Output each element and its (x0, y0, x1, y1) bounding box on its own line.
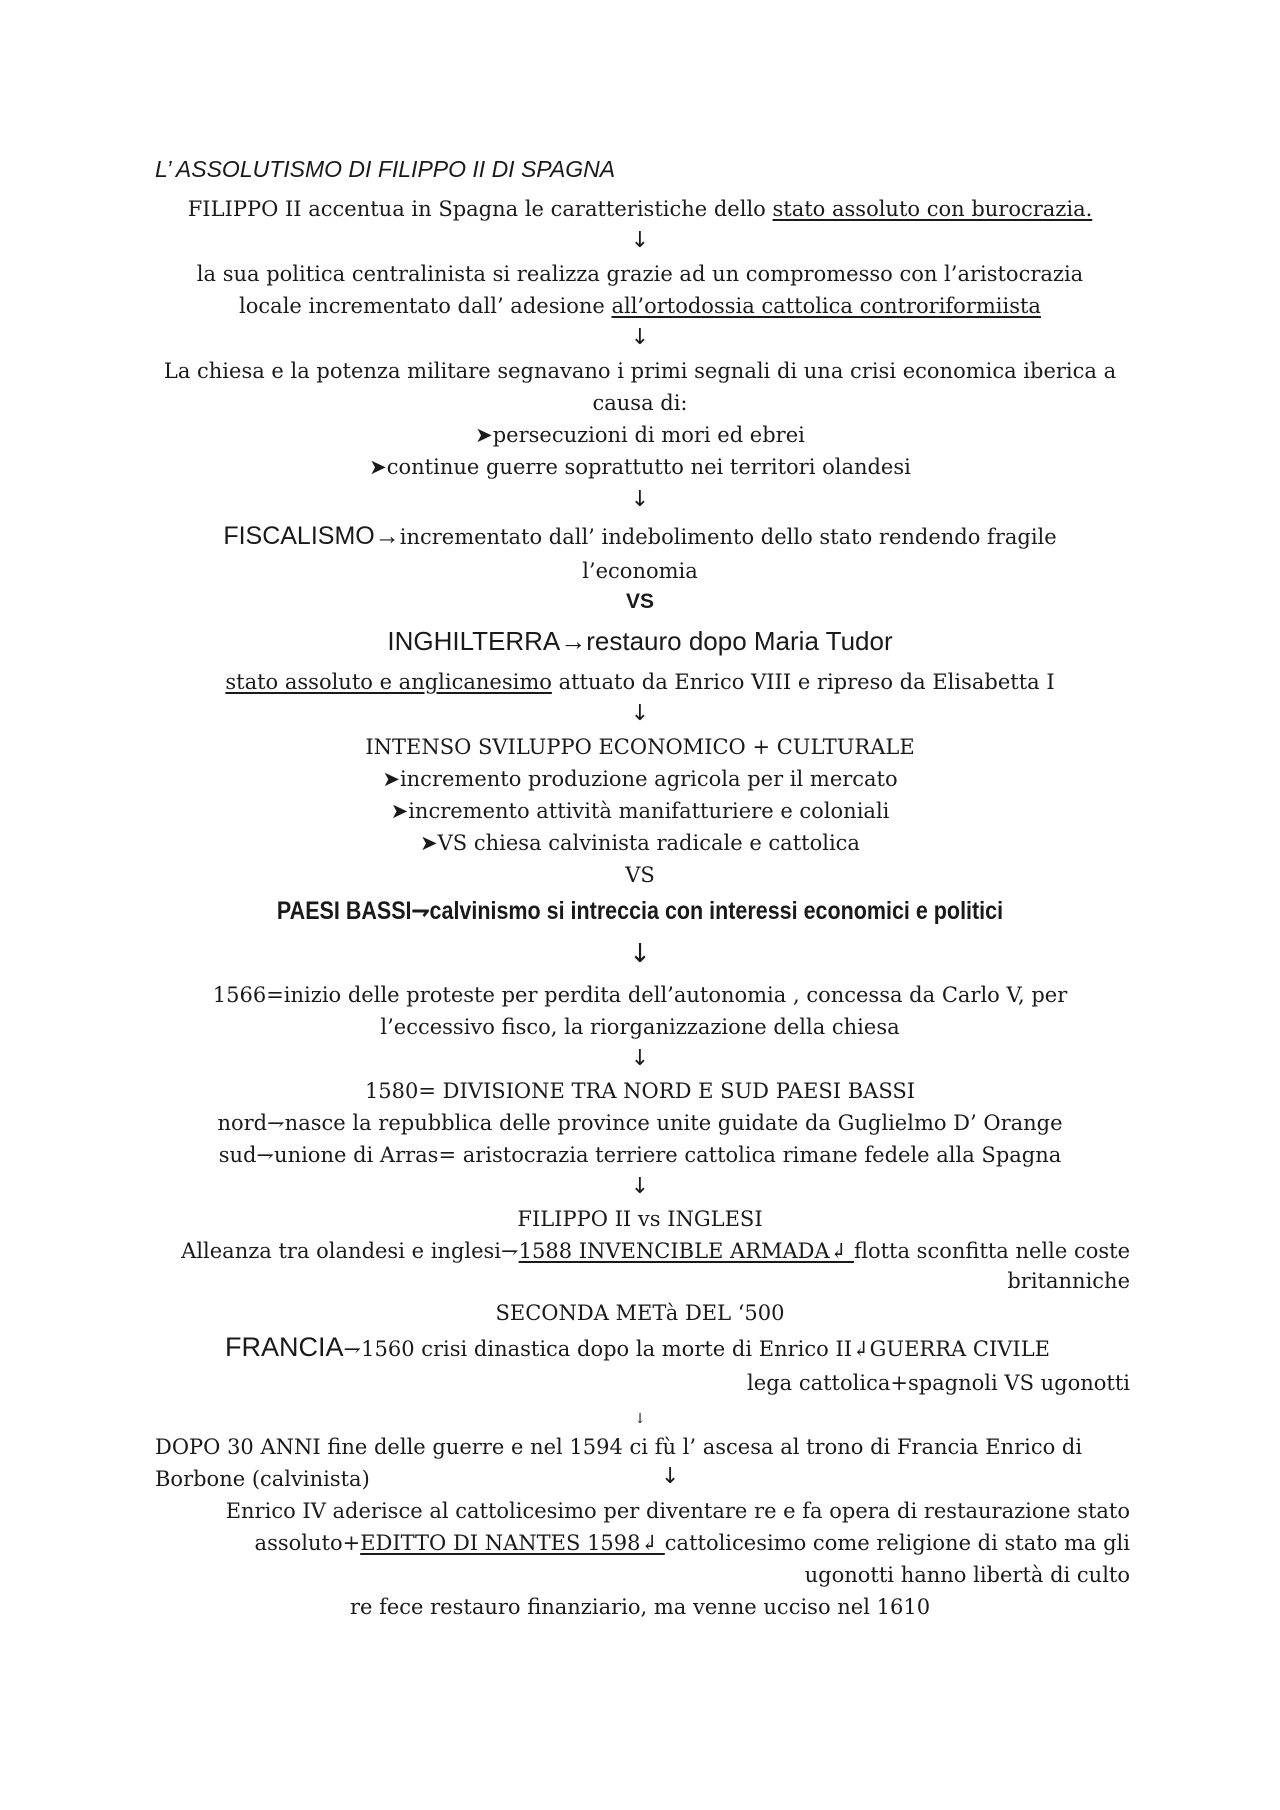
text-line: lega cattolica+spagnoli VS ugonotti (747, 1371, 1130, 1395)
page-title: L’ ASSOLUTISMO DI FILIPPO II DI SPAGNA (155, 156, 616, 182)
text-line: britanniche (1007, 1269, 1130, 1293)
down-arrow-icon: ↓ (630, 1174, 650, 1199)
section-heading-fiscalismo: FISCALISMO→incrementato dall’ indebolimento dello stato rendendo fragile (223, 522, 1057, 550)
down-arrow-icon: ↓ (630, 487, 650, 512)
section-heading-francia: FRANCIA⇁1560 crisi dinastica dopo la morte di Enrico II↲GUERRA CIVILE (225, 1332, 1050, 1362)
text-line: assoluto+EDITTO DI NANTES 1598↲ cattolicesimo come religione di stato ma gli (254, 1531, 1130, 1555)
vs-label: VS (625, 863, 655, 887)
text-line: la sua politica centralinista si realizza grazie ad un compromesso con l’aristocrazia (196, 262, 1084, 286)
text-line: l’economia (582, 559, 698, 583)
text-line: l’eccessivo fisco, la riorganizzazione della chiesa (380, 1015, 900, 1039)
down-arrow-icon: ↓ (630, 701, 650, 726)
section-heading-inghilterra: INGHILTERRA→restauro dopo Maria Tudor (387, 626, 893, 656)
text-line: FILIPPO II vs INGLESI (517, 1207, 763, 1231)
down-arrow-icon: ↓ (630, 228, 650, 253)
text-line: Borbone (calvinista) (155, 1467, 370, 1491)
text-line: DOPO 30 ANNI fine delle guerre e nel 1594 ci fù l’ ascesa al trono di Francia Enrico di (155, 1435, 1083, 1459)
down-arrow-icon: ↓ (630, 325, 650, 350)
text-line: INTENSO SVILUPPO ECONOMICO + CULTURALE (365, 735, 915, 759)
text-line: re fece restauro finanziario, ma venne ucciso nel 1610 (349, 1595, 931, 1619)
section-heading-paesi-bassi: PAESI BASSI⇁calvinismo si intreccia con interessi economici e politici (276, 897, 1004, 925)
down-arrow-icon: ↓ (630, 1046, 650, 1071)
text-line: Alleanza tra olandesi e inglesi⇁1588 INVENCIBLE ARMADA↲ flotta sconfitta nelle coste (181, 1239, 1130, 1263)
text-line: La chiesa e la potenza militare segnavano i primi segnali di una crisi economica iberica a (163, 359, 1117, 383)
text-line: sud⇁unione di Arras= aristocrazia terriere cattolica rimane fedele alla Spagna (218, 1143, 1062, 1167)
text-line: 1566=inizio delle proteste per perdita dell’autonomia , concessa da Carlo V, per (212, 983, 1068, 1007)
bullet-item: ➤persecuzioni di mori ed ebrei (475, 423, 805, 447)
text-line: Enrico IV aderisce al cattolicesimo per diventare re e fa opera di restaurazione stato (225, 1499, 1130, 1523)
down-arrow-icon: ↓ (661, 1464, 680, 1489)
text-line: ugonotti hanno libertà di culto (804, 1563, 1130, 1587)
down-arrow-icon: ↓ (629, 939, 651, 969)
bullet-item: ➤incremento produzione agricola per il mercato (382, 767, 898, 791)
bullet-item: ➤incremento attività manifatturiere e coloniali (390, 799, 890, 823)
text-line: locale incrementato dall’ adesione all’ortodossia cattolica controriformiista (239, 294, 1041, 318)
text-line: nord⇁nasce la repubblica delle province unite guidate da Guglielmo D’ Orange (217, 1111, 1063, 1135)
text-line: FILIPPO II accentua in Spagna le caratteristiche dello stato assoluto con burocrazia. (187, 197, 1093, 221)
text-line: SECONDA METà DEL ‘500 (495, 1301, 785, 1325)
text-line: causa di: (592, 391, 688, 415)
down-arrow-icon: ↓ (634, 1411, 646, 1427)
vs-label: VS (625, 590, 654, 613)
text-line: stato assoluto e anglicanesimo attuato da Enrico VIII e ripreso da Elisabetta I (225, 670, 1055, 694)
text-line: 1580= DIVISIONE TRA NORD E SUD PAESI BASSI (364, 1079, 916, 1103)
bullet-item: ➤VS chiesa calvinista radicale e cattolica (420, 831, 860, 855)
bullet-item: ➤continue guerre soprattutto nei territori olandesi (369, 455, 911, 479)
